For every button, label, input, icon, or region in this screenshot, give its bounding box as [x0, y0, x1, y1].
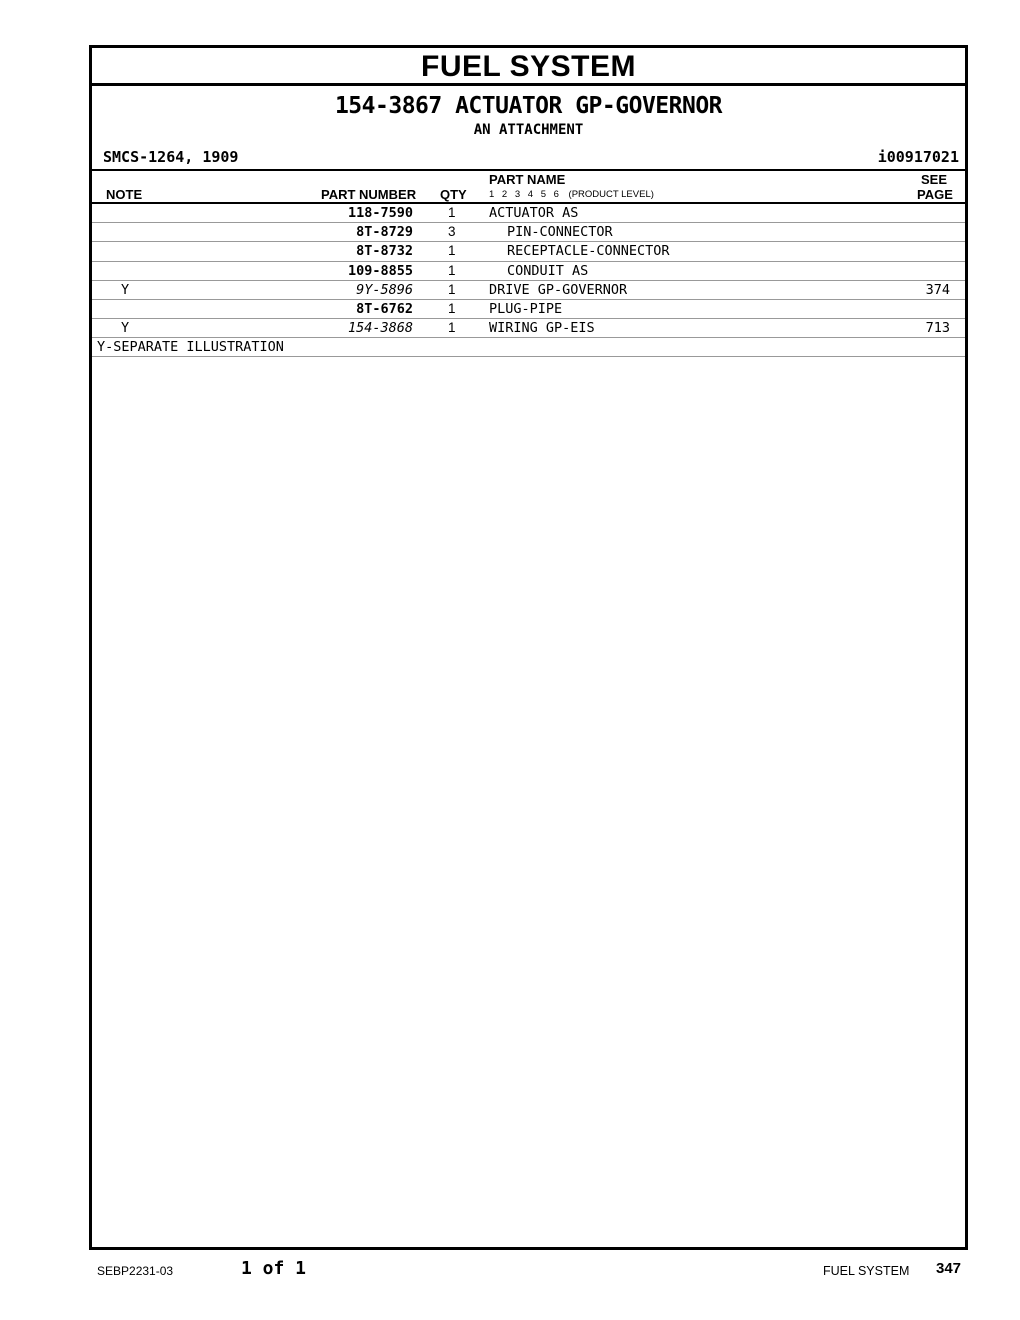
column-header-page: PAGE: [917, 187, 953, 202]
row-qty: 1: [448, 300, 456, 316]
footer-page-number: 347: [936, 1260, 962, 1277]
table-row: [92, 242, 965, 261]
row-part-number[interactable]: 154-3868: [347, 320, 413, 337]
row-part-name: CONDUIT AS: [507, 262, 589, 279]
header-rule: [92, 169, 965, 171]
row-see-page[interactable]: 713: [925, 320, 950, 337]
column-header-note: NOTE: [106, 187, 143, 202]
section-title: FUEL SYSTEM: [92, 48, 965, 86]
row-part-number: 8T-6762: [356, 300, 413, 317]
parts-page-frame: [89, 45, 968, 1250]
row-part-number: 8T-8729: [356, 224, 413, 241]
table-footnote: [92, 338, 965, 357]
table-row: [92, 319, 965, 338]
table-row: [92, 223, 965, 242]
footer-doc-id: SEBP2231-03: [97, 1264, 174, 1278]
row-qty: 1: [448, 262, 456, 278]
row-part-name: DRIVE GP-GOVERNOR: [489, 281, 628, 298]
column-header-see: SEE: [921, 172, 948, 187]
footer-page-of: 1 of 1: [241, 1258, 307, 1279]
row-part-name: ACTUATOR AS: [489, 205, 579, 221]
table-row: [92, 204, 965, 223]
product-level-label: (PRODUCT LEVEL): [568, 189, 654, 200]
row-part-number: 109-8855: [347, 262, 413, 279]
product-level-indicator: [489, 189, 654, 200]
row-note: Y: [121, 281, 130, 298]
page-footer: [0, 1258, 1020, 1288]
row-part-number: 118-7590: [347, 205, 413, 221]
illustration-id: i00917021: [877, 148, 959, 166]
parts-table: [92, 204, 965, 357]
column-header-qty: QTY: [440, 187, 467, 202]
row-qty: 1: [448, 281, 456, 297]
row-part-number: 8T-8732: [356, 243, 413, 260]
footnote-text: Y-SEPARATE ILLUSTRATION: [97, 339, 284, 356]
row-part-name: PLUG-PIPE: [489, 300, 563, 317]
row-part-name: WIRING GP-EIS: [489, 320, 595, 337]
row-see-page[interactable]: 374: [925, 281, 950, 298]
level-numbers: 1 2 3 4 5 6: [489, 189, 559, 200]
row-qty: 1: [448, 320, 456, 336]
column-header-part-number: PART NUMBER: [321, 187, 417, 202]
smcs-codes: SMCS-1264, 1909: [103, 148, 239, 166]
column-header-part-name: PART NAME: [489, 172, 566, 187]
row-qty: 3: [448, 224, 456, 240]
table-row: [92, 262, 965, 281]
table-row: [92, 300, 965, 319]
group-subtitle: AN ATTACHMENT: [473, 122, 584, 138]
row-part-name: PIN-CONNECTOR: [507, 224, 613, 241]
row-note: Y: [121, 320, 130, 337]
row-part-number[interactable]: 9Y-5896: [356, 281, 413, 298]
table-row: [92, 281, 965, 300]
footer-section: FUEL SYSTEM: [823, 1264, 910, 1278]
group-title: 154-3867 ACTUATOR GP-GOVERNOR: [334, 93, 723, 119]
row-part-name: RECEPTACLE-CONNECTOR: [507, 243, 670, 260]
row-qty: 1: [448, 243, 456, 259]
row-qty: 1: [448, 205, 456, 220]
